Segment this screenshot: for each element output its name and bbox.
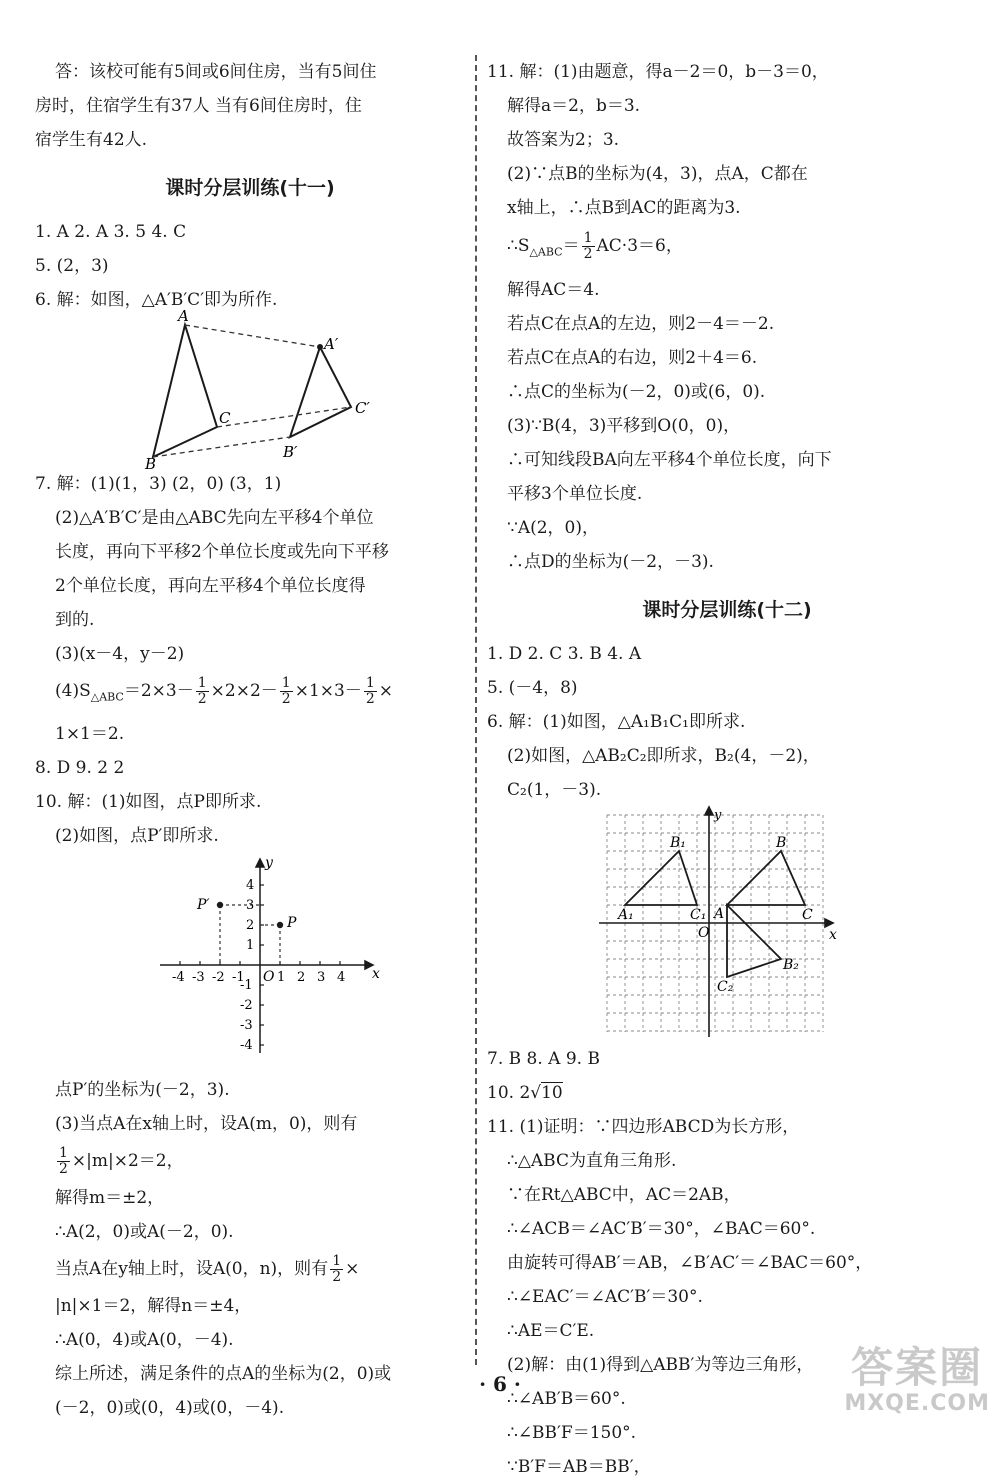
answer-6-b-line-2: (2)如图，△AB₂C₂即所求，B₂(4，－2)， bbox=[507, 746, 820, 767]
label-a1: A₁ bbox=[618, 907, 634, 924]
section-title-12: 课时分层训练(十二) bbox=[642, 599, 812, 622]
origin-label: O bbox=[698, 925, 710, 942]
page-number: · 6 · bbox=[479, 1372, 521, 1396]
x-tick-label: 3 bbox=[317, 970, 326, 986]
triangle-abc bbox=[153, 325, 217, 457]
x-axis-label: x bbox=[372, 966, 380, 983]
answer-7-line-3: 长度，再向下平移2个单位长度或先向下平移 bbox=[55, 542, 389, 562]
answer-10-summary-1: 综上所述，满足条件的点A的坐标为(2，0)或 bbox=[55, 1364, 392, 1385]
q11b-line-5: 由旋转可得AB′＝AB，∠B′AC′＝∠BAC＝60°， bbox=[507, 1253, 873, 1274]
point-a-prime bbox=[317, 344, 323, 350]
answer-6: 6. 解：如图，△A′B′C′即为所作. bbox=[35, 290, 278, 310]
y-label: y bbox=[714, 808, 722, 824]
x-tick-label: -3 bbox=[192, 970, 205, 986]
answer-7-line-4: 2个单位长度，再向左平移4个单位长度得 bbox=[55, 576, 366, 596]
x-tick-label: -1 bbox=[232, 970, 245, 986]
triangle-a2b2c2 bbox=[290, 347, 351, 437]
q11-area-formula: $\therefore S_{\triangle ABC}=$ $\frac{1}{2}$ AC·3＝6， bbox=[507, 230, 683, 262]
point-p-prime bbox=[217, 902, 223, 908]
q11b-line-4: ∴∠ACB＝∠AC′B′＝30°，∠BAC＝60°. bbox=[507, 1219, 816, 1240]
answer-6-b-line-3: C₂(1，－3). bbox=[507, 780, 602, 801]
answer-10-pprime: 点P′的坐标为(－2，3). bbox=[55, 1080, 230, 1101]
x-label: x bbox=[829, 927, 837, 944]
q11-line-11: ∴可知线段BA向左平移4个单位长度，向下 bbox=[507, 450, 832, 471]
answer-7-line-1: 7. 解：(1)(1，3) (2，0) (3，1) bbox=[35, 474, 282, 494]
answer-10-summary-2: (－2，0)或(0，4)或(0，－4). bbox=[55, 1398, 285, 1419]
y-tick-label: -1 bbox=[240, 978, 253, 994]
answer-7-line-6: (3)(x－4，y－2) bbox=[55, 644, 185, 664]
q11b-line-10: ∴∠BB′F＝150°. bbox=[507, 1423, 637, 1444]
answer-5-b: 5. (－4，8) bbox=[487, 678, 578, 699]
q11-line-2: 解得a＝2，b＝3. bbox=[507, 96, 641, 116]
x-axis-arrow-icon bbox=[825, 919, 833, 927]
intro-line-1: 答：该校可能有5间或6间住房，当有5间住 bbox=[55, 62, 377, 82]
answer-10-part3: (3)当点A在x轴上时，设A(m，0)，则有 bbox=[55, 1114, 358, 1135]
fraction-half: $\frac{1}{2}$ bbox=[197, 675, 207, 707]
area-prefix: (4)S bbox=[55, 681, 91, 701]
q11-line-12: 平移3个单位长度. bbox=[507, 484, 643, 505]
answer-10-equation-1: $\frac{1}{2}$ ×|m|×2＝2， bbox=[59, 1145, 184, 1178]
y-tick-label: -3 bbox=[240, 1018, 253, 1034]
label-c: C bbox=[219, 409, 231, 427]
y-tick-label: 2 bbox=[246, 918, 255, 934]
q11-line-6: 解得AC＝4. bbox=[507, 280, 600, 301]
label-b-prime: B′ bbox=[283, 443, 298, 461]
answer-10-solve-m: 解得m＝±2， bbox=[55, 1188, 165, 1209]
y-tick-label: 4 bbox=[246, 878, 255, 894]
label-p: P bbox=[287, 915, 297, 932]
left-column bbox=[35, 55, 465, 1425]
y-axis-label: y bbox=[265, 855, 273, 872]
coordinate-plane-figure bbox=[35, 853, 465, 1073]
label-b2: B₂ bbox=[783, 957, 799, 974]
q11b-line-11: ∵B′F＝AB＝BB′， bbox=[507, 1457, 651, 1478]
answer-7-area-formula bbox=[35, 671, 465, 717]
dash-aa bbox=[185, 325, 320, 347]
point-p bbox=[277, 922, 283, 928]
answer-10-line-2: (2)如图，点P′即所求. bbox=[55, 826, 219, 847]
q11-line-14: ∴点D的坐标为(－2，－3). bbox=[507, 552, 714, 573]
translation-triangle-figure bbox=[35, 307, 465, 473]
answer-7-area-end: 1×1＝2. bbox=[55, 724, 125, 745]
q11b-line-7: ∴AE＝C′E. bbox=[507, 1321, 595, 1342]
fraction-half: $\frac{1}{2}$ bbox=[281, 675, 291, 707]
label-b1: B₁ bbox=[670, 835, 686, 852]
right-column bbox=[487, 55, 967, 1484]
label-c1: C₁ bbox=[690, 907, 707, 924]
area-term-3: × bbox=[378, 681, 393, 701]
answers-8-9: 8. D 9. 2 2 bbox=[35, 758, 125, 779]
q11b-line-6: ∴∠EAC′＝∠AC′B′＝30°. bbox=[507, 1287, 703, 1308]
area-term-2: ×1×3－ bbox=[294, 681, 362, 701]
intro-line-2: 房时，住宿学生有37人 当有6间住房时，住 bbox=[35, 96, 362, 116]
q11-line-13: ∵A(2，0)， bbox=[507, 518, 599, 539]
area-eq: ＝2×3－ bbox=[123, 681, 194, 701]
answers-7-9: 7. B 8. A 9. B bbox=[487, 1049, 600, 1070]
label-b: B bbox=[145, 455, 157, 473]
origin-label: O bbox=[263, 969, 275, 986]
q11b-line-8: (2)解：由(1)得到△ABB′为等边三角形， bbox=[507, 1355, 814, 1376]
answers-1-4-b: 1. D 2. C 3. B 4. A bbox=[487, 644, 642, 665]
answer-10-solve-n: |n|×1＝2，解得n＝±4， bbox=[55, 1296, 252, 1317]
label-c-prime: C′ bbox=[355, 399, 370, 417]
triangle-abc bbox=[727, 851, 805, 905]
answers-1-4: 1. A 2. A 3. 5 4. C bbox=[35, 222, 187, 242]
q11b-line-3: ∵在Rt△ABC中，AC＝2AB， bbox=[507, 1185, 741, 1206]
sqrt-radicand: 10 bbox=[541, 1083, 563, 1104]
y-axis-arrow-icon bbox=[256, 859, 264, 867]
sqrt-icon: √ bbox=[530, 1083, 542, 1104]
q11b-line-2: ∴△ABC为直角三角形. bbox=[507, 1151, 677, 1172]
q11-line-1: 11. 解：(1)由题意，得a－2＝0，b－3＝0， bbox=[487, 62, 829, 82]
label-a-prime: A′ bbox=[324, 335, 339, 353]
x-tick-label: -4 bbox=[172, 970, 185, 986]
answer-10-result-x: ∴A(2，0)或A(－2，0). bbox=[55, 1222, 234, 1243]
answer-7-line-2: (2)△A′B′C′是由△ABC先向左平移4个单位 bbox=[55, 508, 374, 528]
y-axis-arrow-icon bbox=[705, 807, 713, 815]
answer-6-b-line-1: 6. 解：(1)如图，△A₁B₁C₁即所求. bbox=[487, 712, 746, 733]
q11-line-7: 若点C在点A的左边，则2－4＝－2. bbox=[507, 314, 775, 335]
y-tick-label: 1 bbox=[246, 938, 255, 954]
y-tick-label: 3 bbox=[246, 898, 255, 914]
label-p-prime: P′ bbox=[197, 897, 210, 914]
answer-10-y-axis-case: 当点A在y轴上时，设A(0，n)，则有 $\frac{1}{2}$ × bbox=[55, 1253, 360, 1286]
answer-10-result-y: ∴A(0，4)或A(0，－4). bbox=[55, 1330, 234, 1351]
q11-line-8: 若点C在点A的右边，则2＋4＝6. bbox=[507, 348, 758, 369]
label-b: B bbox=[776, 835, 787, 852]
label-c: C bbox=[802, 907, 813, 924]
x-tick-label: 2 bbox=[297, 970, 306, 986]
q11-line-9: ∴点C的坐标为(－2，0)或(6，0). bbox=[507, 382, 766, 403]
fraction-half: $\frac{1}{2}$ bbox=[59, 1145, 68, 1178]
x-tick-label: -2 bbox=[212, 970, 225, 986]
fraction-half: $\frac{1}{2}$ bbox=[583, 230, 593, 262]
answer-7-line-5: 到的. bbox=[55, 610, 95, 630]
q11b-line-1: 11. (1)证明：∵四边形ABCD为长方形， bbox=[487, 1117, 800, 1138]
q11-line-5: x轴上，∴点B到AC的距离为3. bbox=[507, 198, 741, 218]
area-subscript: △ABC bbox=[90, 690, 124, 704]
x-tick-label: 1 bbox=[277, 970, 286, 986]
grid-triangles-figure bbox=[487, 807, 967, 1042]
area-term-1: ×2×2－ bbox=[210, 681, 278, 701]
intro-line-3: 宿学生有42人. bbox=[35, 130, 148, 150]
fraction-half: $\frac{1}{2}$ bbox=[365, 675, 375, 707]
answer-10-line-1: 10. 解：(1)如图，点P即所求. bbox=[35, 792, 262, 813]
y-tick-label: -4 bbox=[240, 1038, 253, 1054]
y-tick-label: -2 bbox=[240, 998, 253, 1014]
answer-10-sqrt: 10. 2√10 bbox=[487, 1083, 563, 1104]
label-a: A bbox=[178, 307, 189, 325]
label-a: A bbox=[714, 906, 725, 923]
fraction-half: $\frac{1}{2}$ bbox=[332, 1253, 342, 1286]
q11b-line-9: ∴∠AB′B＝60°. bbox=[507, 1389, 626, 1410]
answer-5: 5. (2，3) bbox=[35, 256, 109, 276]
x-tick-label: 4 bbox=[337, 970, 346, 986]
section-title-11: 课时分层训练(十一) bbox=[165, 177, 335, 199]
label-c2: C₂ bbox=[717, 979, 734, 996]
q11-line-10: (3)∵B(4，3)平移到O(0，0)， bbox=[507, 416, 741, 437]
column-divider bbox=[475, 55, 477, 1365]
q11-line-3: 故答案为2；3. bbox=[507, 130, 620, 150]
watermark-logo: 答案圈 MXQE.COM bbox=[844, 1343, 990, 1416]
q11-line-4: (2)∵点B的坐标为(4，3)，点A，C都在 bbox=[507, 164, 808, 184]
